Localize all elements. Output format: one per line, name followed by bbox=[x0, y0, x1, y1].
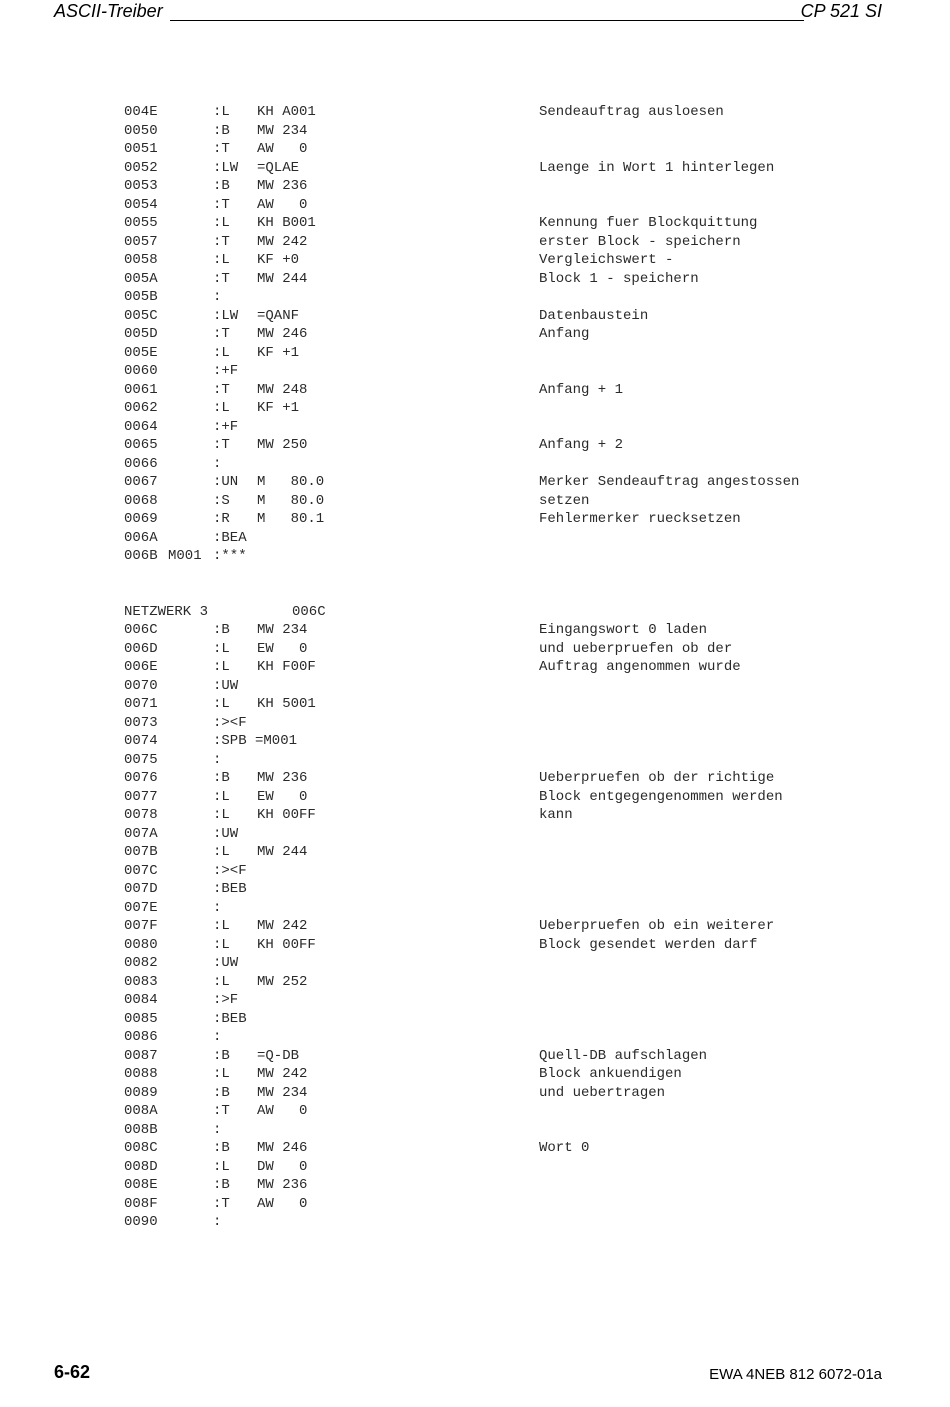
line-address: 006C bbox=[124, 622, 158, 638]
instruction-operand: MW 242 bbox=[257, 1066, 308, 1082]
line-comment: Merker Sendeauftrag angestossen bbox=[539, 474, 800, 490]
line-comment: Block ankuendigen bbox=[539, 1066, 682, 1082]
instruction-operand: EW 0 bbox=[257, 788, 308, 805]
instruction-op: :L bbox=[213, 1066, 230, 1082]
instruction-op: :B bbox=[213, 1140, 230, 1156]
line-address: 0068 bbox=[124, 492, 158, 509]
line-address: 0089 bbox=[124, 1084, 158, 1101]
line-address: 007D bbox=[124, 881, 158, 897]
document-id: EWA 4NEB 812 6072-01a bbox=[709, 1366, 882, 1383]
line-address: 0058 bbox=[124, 252, 158, 268]
instruction-operand: M 80.0 bbox=[257, 474, 325, 490]
line-comment: Block gesendet werden darf bbox=[539, 936, 758, 953]
instruction-operand: M 80.1 bbox=[257, 511, 325, 527]
line-address: 0066 bbox=[124, 455, 158, 472]
line-comment: Datenbaustein bbox=[539, 307, 649, 324]
instruction-op: : bbox=[213, 1029, 222, 1045]
instruction-op: :L bbox=[213, 252, 230, 268]
instruction-op: :T bbox=[213, 196, 230, 213]
instruction-op: : bbox=[213, 455, 222, 472]
line-address: 008A bbox=[124, 1103, 158, 1119]
line-address: 0075 bbox=[124, 751, 158, 768]
line-address: 006E bbox=[124, 659, 158, 675]
line-address: 0074 bbox=[124, 733, 158, 749]
instruction-operand: KF +0 bbox=[257, 252, 300, 268]
instruction-operand: MW 246 bbox=[257, 326, 308, 342]
line-address: 0084 bbox=[124, 992, 158, 1008]
line-address: 0070 bbox=[124, 677, 158, 694]
instruction-operand: MW 242 bbox=[257, 233, 308, 250]
line-address: 0057 bbox=[124, 233, 158, 250]
line-comment: erster Block - speichern bbox=[539, 233, 741, 250]
line-address: 005E bbox=[124, 344, 158, 361]
instruction-op: :+F bbox=[213, 363, 239, 379]
instruction-operand: EW 0 bbox=[257, 640, 308, 657]
network-name: NETZWERK 3 bbox=[124, 603, 209, 620]
line-comment: Sendeauftrag ausloesen bbox=[539, 104, 724, 120]
instruction-op: :B bbox=[213, 1177, 230, 1193]
line-address: 008B bbox=[124, 1121, 158, 1138]
instruction-op: :L bbox=[213, 344, 230, 361]
line-comment: und uebertragen bbox=[539, 1084, 666, 1101]
instruction-op: :UW bbox=[213, 677, 239, 694]
line-address: 006B bbox=[124, 548, 158, 564]
instruction-operand: MW 234 bbox=[257, 622, 308, 638]
line-comment: Ueberpruefen ob der richtige bbox=[539, 770, 775, 786]
instruction-op: :T bbox=[213, 141, 230, 157]
instruction-op: :T bbox=[213, 381, 230, 398]
line-comment: Kennung fuer Blockquittung bbox=[539, 215, 758, 231]
instruction-op: :T bbox=[213, 270, 230, 287]
line-address: 0069 bbox=[124, 511, 158, 527]
header-rule bbox=[170, 20, 804, 21]
instruction-op: :BEB bbox=[213, 881, 247, 897]
line-comment: Wort 0 bbox=[539, 1140, 590, 1156]
instruction-op: :B bbox=[213, 1084, 230, 1101]
instruction-op: : bbox=[213, 289, 222, 305]
line-comment: Block entgegengenommen werden bbox=[539, 788, 783, 805]
instruction-op: :L bbox=[213, 807, 230, 823]
line-address: 0077 bbox=[124, 788, 158, 805]
line-address: 0064 bbox=[124, 418, 158, 435]
network-address: 006C bbox=[292, 603, 326, 620]
line-comment: kann bbox=[539, 807, 573, 823]
instruction-operand: MW 234 bbox=[257, 1084, 308, 1101]
instruction-operand: MW 244 bbox=[257, 844, 308, 860]
line-address: 0054 bbox=[124, 196, 158, 213]
line-address: 007C bbox=[124, 862, 158, 879]
line-address: 0087 bbox=[124, 1047, 158, 1064]
line-address: 0090 bbox=[124, 1214, 158, 1230]
line-comment: Auftrag angenommen wurde bbox=[539, 659, 741, 675]
line-address: 008D bbox=[124, 1158, 158, 1175]
line-address: 0080 bbox=[124, 936, 158, 953]
instruction-operand: KF +1 bbox=[257, 344, 300, 361]
instruction-op: :+F bbox=[213, 418, 239, 435]
line-address: 008F bbox=[124, 1195, 158, 1212]
instruction-operand: =Q-DB bbox=[257, 1047, 300, 1064]
instruction-op: :L bbox=[213, 1158, 230, 1175]
instruction-op: :L bbox=[213, 973, 230, 990]
running-header-product: CP 521 SI bbox=[800, 1, 882, 21]
page-number: 6-62 bbox=[54, 1362, 91, 1382]
line-address: 007B bbox=[124, 844, 158, 860]
instruction-op: :T bbox=[213, 326, 230, 342]
instruction-op: : bbox=[213, 899, 222, 916]
instruction-operand: MW 250 bbox=[257, 437, 308, 453]
instruction-op: :L bbox=[213, 400, 230, 416]
instruction-operand: DW 0 bbox=[257, 1158, 308, 1175]
line-comment: setzen bbox=[539, 492, 590, 509]
line-comment: Eingangswort 0 laden bbox=[539, 622, 708, 638]
line-address: 0082 bbox=[124, 955, 158, 971]
instruction-op: :R bbox=[213, 511, 230, 527]
instruction-operand: MW 244 bbox=[257, 270, 308, 287]
line-comment: Anfang bbox=[539, 326, 590, 342]
instruction-op: : bbox=[213, 1214, 222, 1230]
line-address: 0051 bbox=[124, 141, 158, 157]
instruction-op: :UN bbox=[213, 474, 239, 490]
instruction-operand: AW 0 bbox=[257, 1195, 308, 1212]
instruction-op: : bbox=[213, 1121, 222, 1138]
instruction-operand: AW 0 bbox=[257, 196, 308, 213]
instruction-op: :T bbox=[213, 437, 230, 453]
instruction-op: :>F bbox=[213, 992, 239, 1008]
instruction-operand: MW 236 bbox=[257, 770, 308, 786]
instruction-op: :L bbox=[213, 936, 230, 953]
instruction-operand: KF +1 bbox=[257, 400, 300, 416]
instruction-operand: =QANF bbox=[257, 307, 300, 324]
instruction-operand: M 80.0 bbox=[257, 492, 325, 509]
line-address: 0060 bbox=[124, 363, 158, 379]
line-address: 005A bbox=[124, 270, 158, 287]
line-address: 0085 bbox=[124, 1010, 158, 1027]
running-header-title: ASCII-Treiber bbox=[54, 1, 163, 21]
instruction-op: :UW bbox=[213, 825, 239, 842]
instruction-op: :BEA bbox=[213, 529, 247, 546]
line-address: 005D bbox=[124, 326, 158, 342]
instruction-operand: MW 248 bbox=[257, 381, 308, 398]
instruction-op: :L bbox=[213, 640, 230, 657]
line-comment: Anfang + 1 bbox=[539, 381, 624, 398]
instruction-op: :B bbox=[213, 1047, 230, 1064]
instruction-op: :B bbox=[213, 770, 230, 786]
instruction-op: :LW bbox=[213, 159, 239, 176]
instruction-operand: KH A001 bbox=[257, 104, 316, 120]
instruction-op: :T bbox=[213, 1195, 230, 1212]
line-address: 0055 bbox=[124, 215, 158, 231]
instruction-op: :B bbox=[213, 622, 230, 638]
jump-label: M001 bbox=[168, 548, 202, 564]
line-comment: Fehlermerker ruecksetzen bbox=[539, 511, 741, 527]
instruction-op: :L bbox=[213, 844, 230, 860]
line-address: 0067 bbox=[124, 474, 158, 490]
instruction-operand: AW 0 bbox=[257, 141, 308, 157]
line-comment: Block 1 - speichern bbox=[539, 270, 699, 287]
line-address: 008E bbox=[124, 1177, 158, 1193]
instruction-operand: MW 234 bbox=[257, 122, 308, 139]
line-comment: Laenge in Wort 1 hinterlegen bbox=[539, 159, 775, 176]
instruction-op: :><F bbox=[213, 714, 247, 731]
instruction-op: :L bbox=[213, 696, 230, 712]
line-address: 0050 bbox=[124, 122, 158, 139]
instruction-operand: MW 246 bbox=[257, 1140, 308, 1156]
line-address: 0065 bbox=[124, 437, 158, 453]
line-address: 0083 bbox=[124, 973, 158, 990]
line-address: 007A bbox=[124, 825, 158, 842]
instruction-operand: KH 00FF bbox=[257, 936, 316, 953]
instruction-op: :*** bbox=[213, 548, 247, 564]
line-address: 004E bbox=[124, 104, 158, 120]
instruction-operand: =QLAE bbox=[257, 159, 300, 176]
line-comment: Vergleichswert - bbox=[539, 252, 674, 268]
instruction-op: :T bbox=[213, 1103, 230, 1119]
line-address: 0073 bbox=[124, 714, 158, 731]
instruction-operand: KH 00FF bbox=[257, 807, 316, 823]
instruction-op: : bbox=[213, 751, 222, 768]
instruction-op: :L bbox=[213, 215, 230, 231]
line-comment: Anfang + 2 bbox=[539, 437, 624, 453]
line-address: 0078 bbox=[124, 807, 158, 823]
instruction-op: :><F bbox=[213, 862, 247, 879]
line-address: 006D bbox=[124, 640, 158, 657]
instruction-op: :L bbox=[213, 788, 230, 805]
line-address: 006A bbox=[124, 529, 158, 546]
instruction-operand: KH 5001 bbox=[257, 696, 316, 712]
line-address: 0061 bbox=[124, 381, 158, 398]
instruction-op: :T bbox=[213, 233, 230, 250]
instruction-op: :LW bbox=[213, 307, 239, 324]
instruction-op: :UW bbox=[213, 955, 239, 971]
instruction-op: :L bbox=[213, 659, 230, 675]
instruction-op: :L bbox=[213, 104, 230, 120]
instruction-op: :B bbox=[213, 122, 230, 139]
instruction-op: :BEB bbox=[213, 1010, 247, 1027]
line-address: 0071 bbox=[124, 696, 158, 712]
line-address: 005B bbox=[124, 289, 158, 305]
line-address: 0052 bbox=[124, 159, 158, 176]
line-address: 0053 bbox=[124, 178, 158, 194]
instruction-operand: MW 236 bbox=[257, 1177, 308, 1193]
line-address: 0076 bbox=[124, 770, 158, 786]
instruction-operand: KH B001 bbox=[257, 215, 316, 231]
line-address: 007E bbox=[124, 899, 158, 916]
line-address: 007F bbox=[124, 918, 158, 934]
instruction-op: :B bbox=[213, 178, 230, 194]
instruction-operand: AW 0 bbox=[257, 1103, 308, 1119]
line-address: 0088 bbox=[124, 1066, 158, 1082]
line-address: 008C bbox=[124, 1140, 158, 1156]
line-address: 0062 bbox=[124, 400, 158, 416]
instruction-op: :SPB =M001 bbox=[213, 733, 298, 749]
line-comment: und ueberpruefen ob der bbox=[539, 640, 733, 657]
line-comment: Quell-DB aufschlagen bbox=[539, 1047, 708, 1064]
line-address: 005C bbox=[124, 307, 158, 324]
instruction-op: :L bbox=[213, 918, 230, 934]
line-comment: Ueberpruefen ob ein weiterer bbox=[539, 918, 775, 934]
instruction-operand: MW 242 bbox=[257, 918, 308, 934]
line-address: 0086 bbox=[124, 1029, 158, 1045]
instruction-operand: KH F00F bbox=[257, 659, 316, 675]
instruction-op: :S bbox=[213, 492, 230, 509]
instruction-operand: MW 252 bbox=[257, 973, 308, 990]
instruction-operand: MW 236 bbox=[257, 178, 308, 194]
